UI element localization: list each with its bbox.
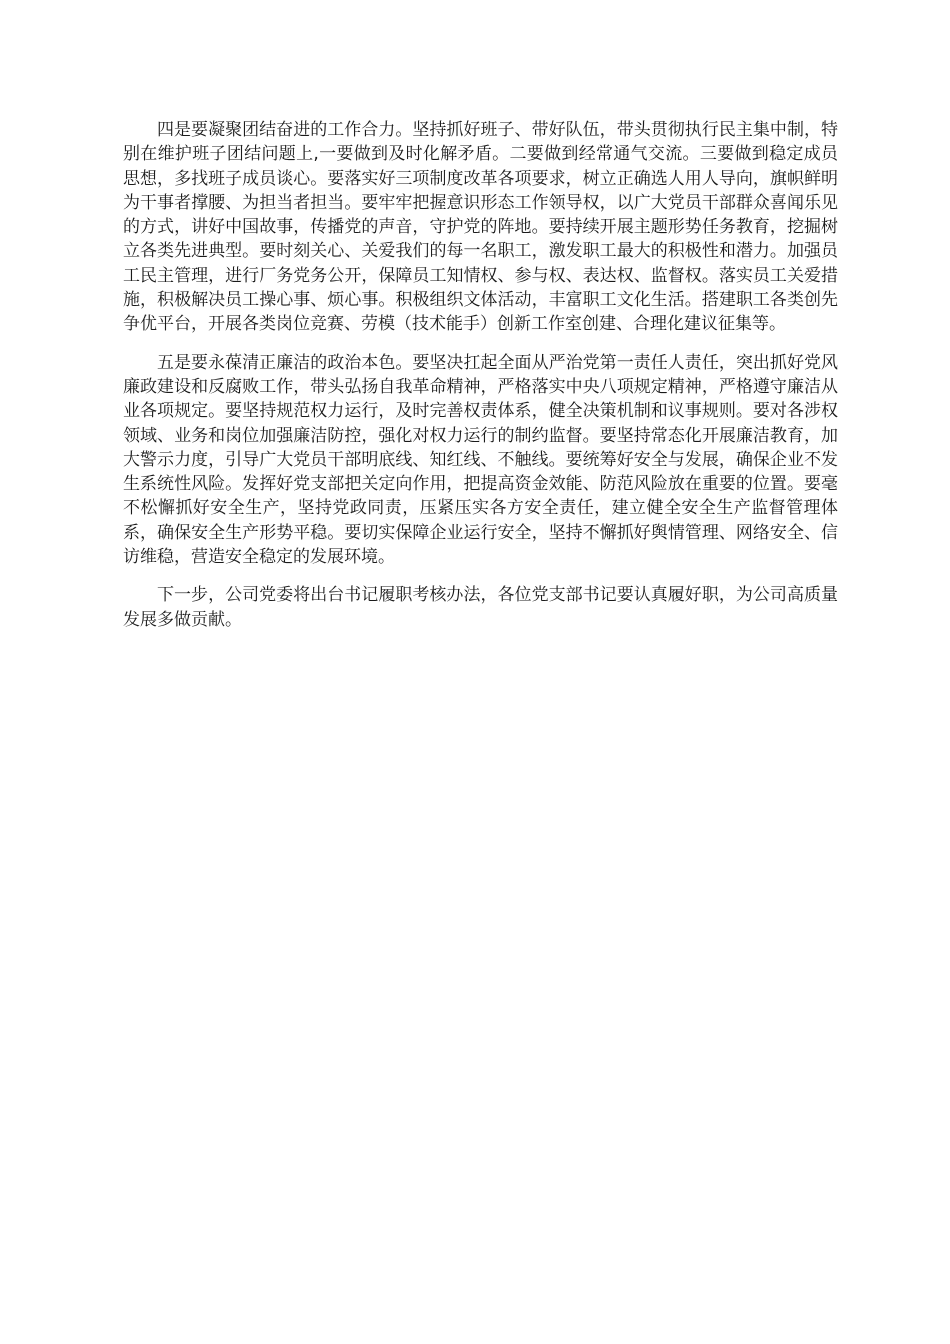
paragraph-integrity: 五是要永葆清正廉洁的政治本色。要坚决扛起全面从严治党第一责任人责任，突出抓好党风廉政建设和反腐败工作，带头弘扬自我革命精神，严格落实中央八项规定精神，严格遵守廉洁从业各项规定。要坚持规范权力运行，及时完善权责体系，健全决策机制和议事规则。要对各涉权领域、业务和岗位加强廉洁防控，强化对权力运行的制约监督。要坚持常态化开展廉洁教育，加大警示力度，引导广大党员干部明底线、知红线、不触线。要统筹好安全与发展，确保企业不发生系统性风险。发挥好党支部把关定向作用，把提高资金效能、防范风险放在重要的位置。要毫不松懈抓好安全生产，坚持党政同责，压紧压实各方安全责任，建立健全安全生产监督管理体系，确保安全生产形势平稳。要切实保障企业运行安全，坚持不懈抓好舆情管理、网络安全、信访维稳，营造安全稳定的发展环境。	[123, 352, 838, 568]
document-body	[123, 118, 838, 646]
paragraph-next-step: 下一步，公司党委将出台书记履职考核办法，各位党支部书记要认真履好职，为公司高质量发展多做贡献。	[123, 585, 838, 630]
paragraph-unity: 四是要凝聚团结奋进的工作合力。坚持抓好班子、带好队伍，带头贯彻执行民主集中制，特别在维护班子团结问题上,一要做到及时化解矛盾。二要做到经常通气交流。三要做到稳定成员思想，多找班子成员谈心。要落实好三项制度改革各项要求，树立正确选人用人导向，旗帜鲜明为干事者撑腰、为担当者担当。要牢牢把握意识形态工作领导权，以广大党员干部群众喜闻乐见的方式，讲好中国故事，传播党的声音，守护党的阵地。要持续开展主题形势任务教育，挖掘树立各类先进典型。要时刻关心、关爱我们的每一名职工，激发职工最大的积极性和潜力。加强员工民主管理，进行厂务党务公开，保障员工知情权、参与权、表达权、监督权。落实员工关爱措施，积极解决员工操心事、烦心事。积极组织文体活动，丰富职工文化生活。搭建职工各类创先争优平台，开展各类岗位竞赛、劳模（技术能手）创新工作室创建、合理化建议征集等。	[123, 120, 838, 335]
